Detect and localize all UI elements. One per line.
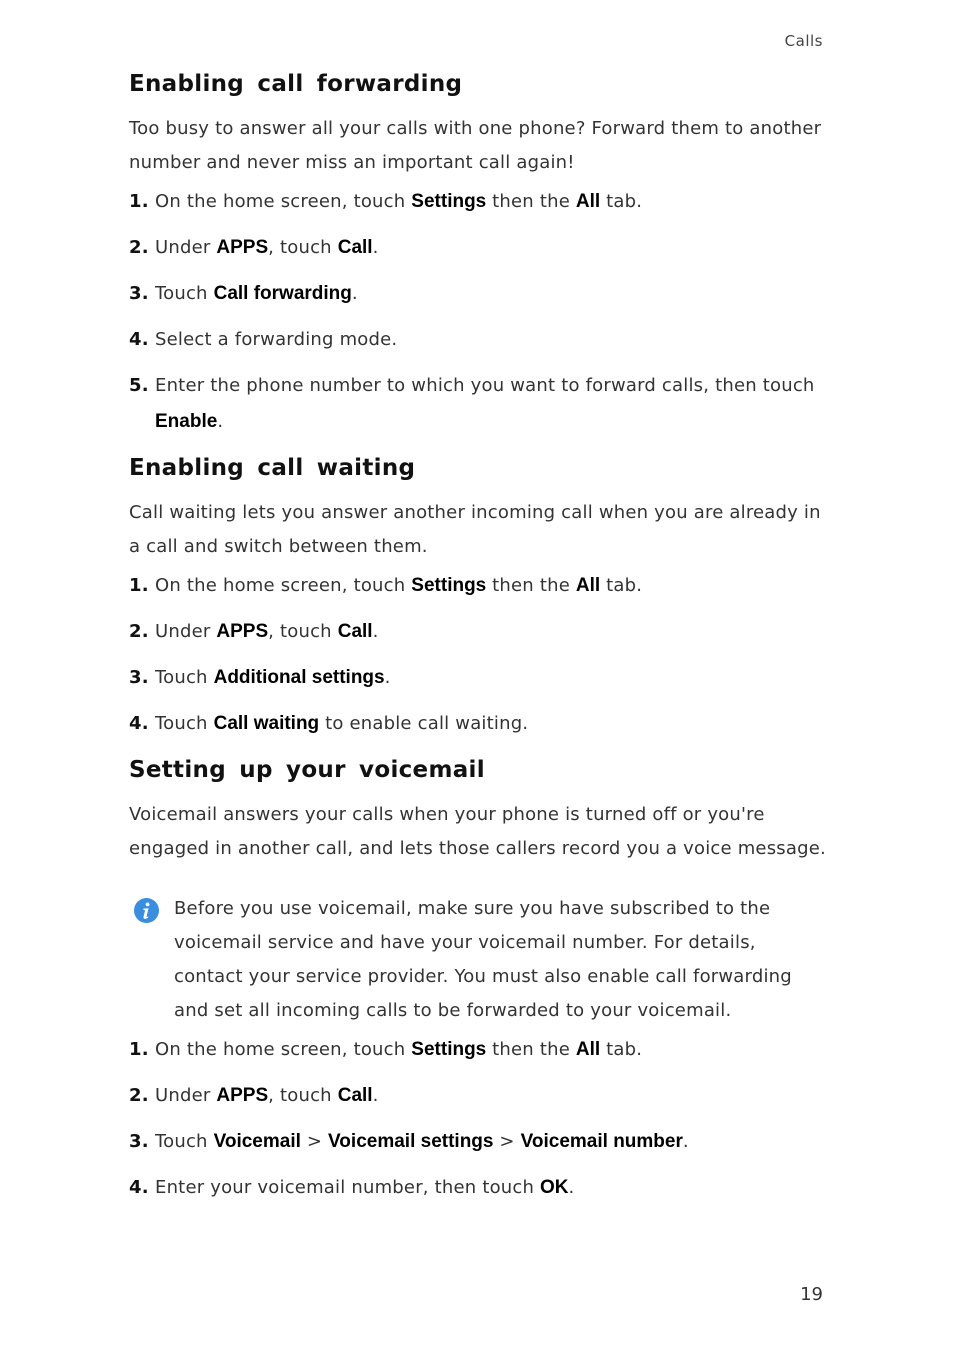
step-text: Under: [155, 237, 217, 258]
section-title: Enabling call waiting: [129, 455, 416, 481]
ui-term: Settings: [411, 191, 487, 212]
step-number: 5.: [129, 375, 149, 396]
ui-term: Voicemail settings: [328, 1131, 494, 1152]
ui-term: Settings: [411, 1039, 487, 1060]
steps-list: [129, 568, 829, 742]
section-call-waiting: [129, 450, 829, 742]
step-item: [129, 1124, 829, 1160]
ui-term: Call forwarding: [213, 283, 352, 304]
step-text: .: [372, 237, 379, 258]
step-text: .: [372, 621, 379, 642]
step-text: Under: [155, 1085, 217, 1106]
step-text: , touch: [268, 237, 338, 258]
step-number: 4.: [129, 713, 149, 734]
step-item: [129, 276, 829, 312]
section-intro: Too busy to answer all your calls with one phone? Forward them to another number and never miss an important call again!: [129, 118, 822, 173]
step-text: Touch: [155, 283, 214, 304]
step-text: Enter your voicemail number, then touch: [155, 1177, 541, 1198]
step-text: then the: [486, 1039, 576, 1060]
ui-term: APPS: [216, 1085, 269, 1106]
ui-term: Enable: [155, 411, 218, 432]
step-text: .: [372, 1085, 379, 1106]
step-text: tab.: [600, 1039, 643, 1060]
step-text: On the home screen, touch: [155, 1039, 412, 1060]
step-number: 3.: [129, 667, 149, 688]
step-text: On the home screen, touch: [155, 575, 412, 596]
step-text: .: [568, 1177, 575, 1198]
ui-term: APPS: [216, 237, 269, 258]
step-text: , touch: [268, 621, 338, 642]
step-number: 4.: [129, 1177, 149, 1198]
section-title: Enabling call forwarding: [129, 71, 463, 97]
step-text: .: [384, 667, 391, 688]
step-text: , touch: [268, 1085, 338, 1106]
step-number: 3.: [129, 283, 149, 304]
step-text: Touch: [155, 667, 214, 688]
step-number: 1.: [129, 575, 149, 596]
ui-term: OK: [540, 1177, 569, 1198]
section-title: Setting up your voicemail: [129, 757, 485, 783]
ui-term: All: [575, 1039, 601, 1060]
step-number: 2.: [129, 1085, 149, 1106]
ui-term: All: [575, 191, 601, 212]
step-text: Enter the phone number to which you want to forward calls, then touch: [155, 375, 815, 396]
step-text: .: [682, 1131, 689, 1152]
info-note-text: Before you use voicemail, make sure you have subscribed to the voicemail service and have your voicemail number. For details, contact your service provider. You must also enable call forwarding and set all incoming calls to be forwarded to your voicemail.: [174, 898, 792, 1021]
step-item: [129, 660, 829, 696]
step-text: then the: [486, 191, 576, 212]
step-text: .: [217, 411, 224, 432]
step-number: 3.: [129, 1131, 149, 1152]
ui-term: Voicemail: [213, 1131, 301, 1152]
step-text: >: [300, 1131, 329, 1152]
info-note: [129, 892, 829, 1028]
step-item: [129, 1032, 829, 1068]
step-number: 2.: [129, 621, 149, 642]
ui-term: Settings: [411, 575, 487, 596]
section-intro: Call waiting lets you answer another incoming call when you are already in a call and switch between them.: [129, 502, 821, 557]
ui-term: Call: [337, 237, 373, 258]
step-item: [129, 1078, 829, 1114]
step-text: tab.: [600, 575, 643, 596]
step-number: 2.: [129, 237, 149, 258]
step-item: [129, 322, 829, 358]
step-number: 4.: [129, 329, 149, 350]
ui-term: Call waiting: [213, 713, 320, 734]
step-number: 1.: [129, 191, 149, 212]
step-text: Touch: [155, 1131, 214, 1152]
step-item: [129, 706, 829, 742]
ui-term: Additional settings: [213, 667, 385, 688]
step-item: [129, 1170, 829, 1206]
section-voicemail: [129, 752, 829, 1206]
steps-list: [129, 184, 829, 440]
steps-list: [129, 1032, 829, 1206]
page-number: 19: [800, 1284, 823, 1305]
step-text: Under: [155, 621, 217, 642]
section-intro: Voicemail answers your calls when your phone is turned off or you're engaged in another call, and lets those callers record you a voice message.: [129, 804, 826, 859]
step-item: [129, 230, 829, 266]
step-text: then the: [486, 575, 576, 596]
step-text: On the home screen, touch: [155, 191, 412, 212]
ui-term: APPS: [216, 621, 269, 642]
step-text: Select a forwarding mode.: [155, 329, 398, 350]
page-header-section: Calls: [784, 32, 823, 50]
step-text: .: [351, 283, 358, 304]
section-call-forwarding: [129, 66, 829, 440]
step-item: [129, 568, 829, 604]
info-icon: [133, 897, 160, 924]
step-text: >: [493, 1131, 521, 1152]
ui-term: Call: [337, 621, 373, 642]
page-content: [129, 66, 829, 1216]
step-item: [129, 184, 829, 220]
step-text: tab.: [600, 191, 643, 212]
step-number: 1.: [129, 1039, 149, 1060]
ui-term: Call: [337, 1085, 373, 1106]
step-item: [129, 614, 829, 650]
step-item: [129, 368, 829, 440]
step-text: Touch: [155, 713, 214, 734]
ui-term: Voicemail number: [520, 1131, 683, 1152]
ui-term: All: [575, 575, 601, 596]
step-text: to enable call waiting.: [319, 713, 529, 734]
